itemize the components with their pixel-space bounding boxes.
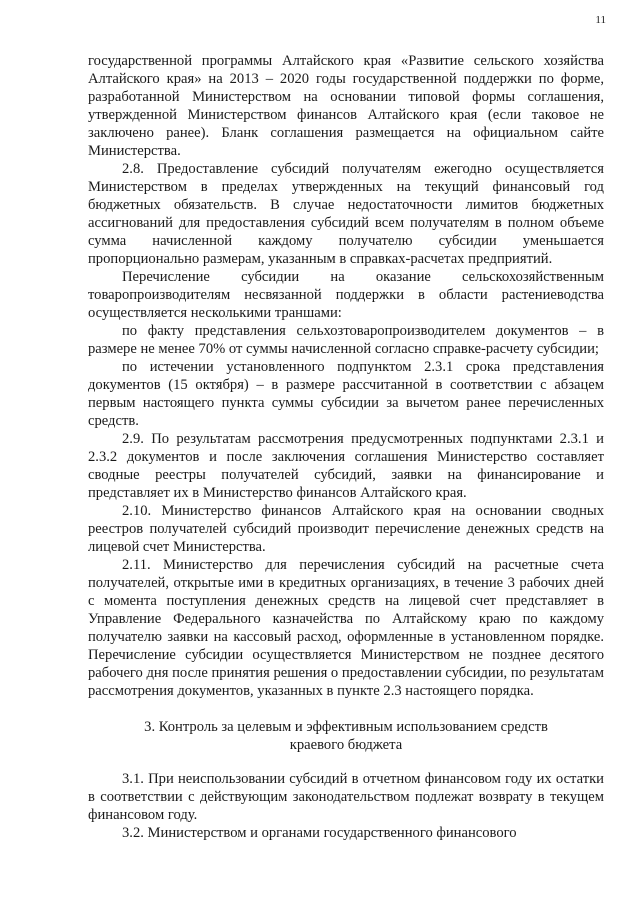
paragraph-transfer-tranches: Перечисление субсидии на оказание сельскохозяйственным товаропроизводителям несвязанной поддержки в области растениеводства осуществляется несколькими траншами:	[88, 269, 604, 321]
paragraph-2-11: 2.11. Министерство для перечисления субсидий на расчетные счета получателей, открытые ими в кредитных организациях, в течение 3 рабочих дней с момента поступления денежных средств на лицевой счет представляет в Управление Федерального казначейства по Алтайскому краю по каждому получателю заявки на кассовый расход, оформленные в установленном порядке. Перечисление субсидии осуществляется Министерством не позднее десятого рабочего дня после принятия решения о предоставлении субсидии, по результатам рассмотрения документов, указанных в пункте 2.3 настоящего порядка.	[88, 557, 604, 699]
paragraph-2-10: 2.10. Министерство финансов Алтайского края на основании сводных реестров получателей субсидий производит перечисление денежных средств на лицевой счет Министерства.	[88, 503, 604, 555]
paragraph-2-9: 2.9. По результатам рассмотрения предусмотренных подпунктами 2.3.1 и 2.3.2 документов и после заключения соглашения Министерство составляет сводные реестры получателей субсидий, заявки на финансирование и представляет их в Министерство финансов Алтайского края.	[88, 431, 604, 501]
paragraph-continuation: государственной программы Алтайского края «Развитие сельского хозяйства Алтайского края» на 2013 – 2020 годы государственной поддержки по форме, разработанной Министерством на основании типовой формы соглашения, утвержденной Министерством финансов Алтайского края (если таковое не заключено ранее). Бланк соглашения размещается на официальном сайте Министерства.	[88, 53, 604, 159]
paragraph-2-8: 2.8. Предоставление субсидий получателям ежегодно осуществляется Министерством в пределах утвержденных на текущий финансовый год бюджетных обязательств. В случае недостаточности лимитов бюджетных ассигнований для предоставления субсидий всем получателям в полном объеме сумма начисленной каждому получателю субсидии уменьшается пропорционально размерам, указанным в справках-расчетах предприятий.	[88, 161, 604, 267]
section-3-heading-line1: 3. Контроль за целевым и эффективным использованием средств	[144, 719, 548, 735]
paragraph-first-tranche: по факту представления сельхозтоваропроизводителем документов – в размере не менее 70% от суммы начисленной согласно справке-расчету субсидии;	[88, 323, 604, 357]
section-3-heading-line2: краевого бюджета	[289, 737, 403, 753]
paragraph-second-tranche: по истечении установленного подпунктом 2.3.1 срока представления документов (15 октября) – в размере рассчитанной в соответствии с абзацем первым настоящего пункта суммы субсидии за вычетом ранее перечисленных средств.	[88, 359, 604, 429]
page-number: 11	[595, 14, 606, 26]
paragraph-3-1: 3.1. При неиспользовании субсидий в отчетном финансовом году их остатки в соответствии с действующим законодательством подлежат возврату в текущем финансовом году.	[88, 771, 604, 823]
paragraph-3-2: 3.2. Министерством и органами государственного финансового	[122, 825, 517, 841]
section-3-heading	[88, 718, 604, 754]
document-body	[88, 52, 604, 842]
